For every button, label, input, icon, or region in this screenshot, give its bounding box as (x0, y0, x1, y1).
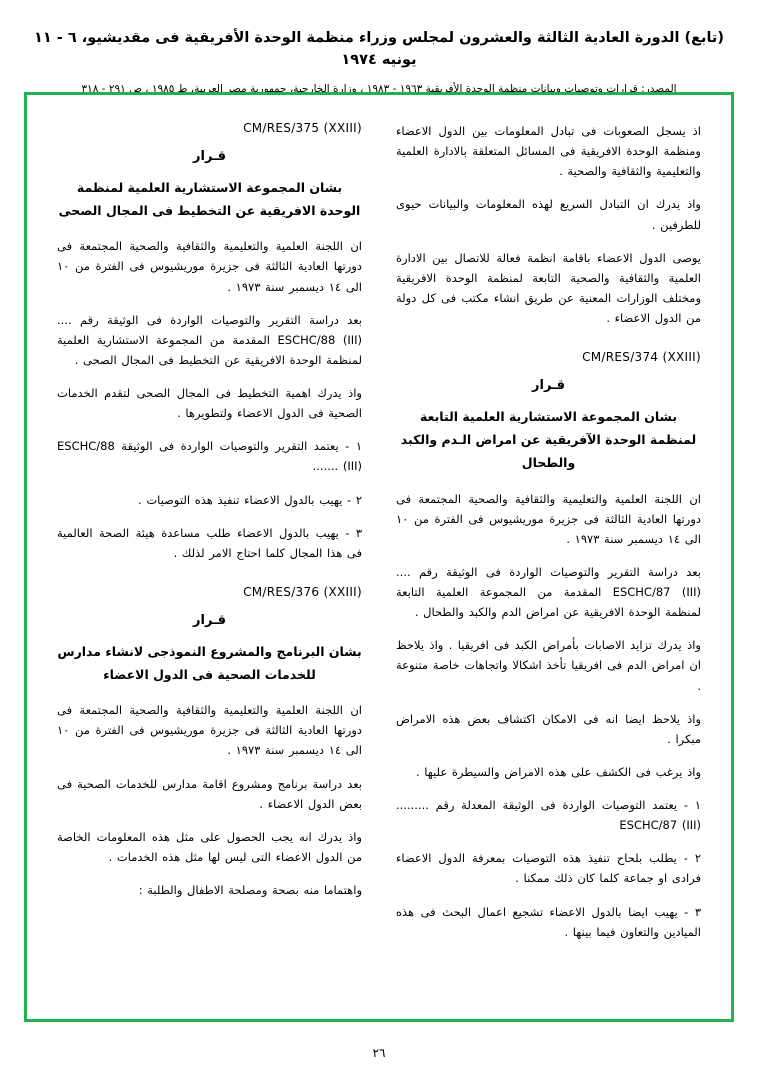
paragraph: واذ يدرك اهمية التخطيط فى المجال الصحى لتقدم الخدمات الصحية فى الدول الاعضاء ولتطويرها . (57, 386, 362, 421)
numbered-item: ٢ - يهيب بالدول الاعضاء تنفيذ هذه التوصيات . (138, 492, 362, 507)
paragraph: بعد دراسة التقرير والتوصيات الواردة فى الوثيقة رقم .... ESCHC/88 (III) المقدمة من المجموعة الاستشارية العلمية لمنظمة الوحدة الافريقية عن التخطيط فى المجال الصحى . (57, 312, 362, 367)
source-line: المصدر: قرارات وتوصيات وبيانات منظمة الوحدة الأفريقية ١٩٦٣ - ١٩٨٣ ، وزارة الخارجية، جمهورية مصر العربية، ط ١٩٨٥ ، ص ٢٩١ - ٣١٨ (81, 82, 677, 95)
content-columns (27, 95, 731, 1019)
numbered-item: ٢ - يطلب بلحاح تنفيذ هذه التوصيات بمعرفة الدول الاعضاء فرادى او جماعة كلما كان ذلك ممكنا . (396, 851, 701, 886)
paragraph: واهتماما منه بصحة ومصلحة الاطفال والطلبة : (138, 883, 362, 897)
paragraph: ان اللجنة العلمية والتعليمية والثقافية والصحية المجتمعة فى دورتها العادية الثالثة فى جزيرة موريشيوس فى الفترة من ١٠ الى ١٤ ديسمبر سنة ١٩٧٣ . (396, 491, 701, 546)
column-left (57, 121, 362, 1001)
resolution-heading: بشان البرنامج والمشروع النموذجى لانشاء مدارس للخدمات الصحية فى الدول الاعضاء (57, 643, 362, 682)
page-header (0, 0, 758, 97)
page-number: ٢٦ (372, 1046, 386, 1060)
numbered-item: ٣ - يهيب ايضا بالدول الاعضاء تشجيع اعمال البحث فى هذه الميادين والتعاون فيما بينها . (396, 904, 701, 939)
numbered-item: ٣ - يهيب بالدول الاعضاء طلب مساعدة هيئة الصحة العالمية فى هذا المجال كلما احتاج الامر لذلك . (57, 525, 362, 560)
decision-word: قـرار (193, 149, 226, 164)
paragraph: بعد دراسة برنامج ومشروع اقامة مدارس للخدمات الصحية فى بعض الدول الاعضاء . (57, 776, 362, 811)
paragraph: واذ يلاحظ ايضا انه فى الامكان اكتشاف بعض هذه الامراض مبكرا . (396, 711, 701, 746)
paragraph: واذ يدرك انه يجب الحصول على مثل هذه المعلومات الخاصة من الدول الاعضاء التى ليس لها مثل هذه الخدمات . (57, 829, 362, 864)
paragraph: اذ يسجل الصعوبات فى تبادل المعلومات بين الدول الاعضاء ومنظمة الوحدة الافريقية فى المسائل المتعلقة بالادارة العلمية والتعليمية والثقافية والصحية . (396, 124, 701, 179)
resolution-code: CM/RES/375 (XXIII) (243, 121, 362, 135)
resolution-heading: بشان المجموعة الاستشارية العلمية التابعة لمنظمة الوحدة الآفريقية عن امراض الـدم والكبد والطحال (400, 409, 697, 471)
resolution-heading: بشان المجموعة الاستشارية العلمية لمنظمة الوحدة الافريقية عن التخطيط فى المجال الصحى (58, 180, 361, 219)
resolution-code: CM/RES/374 (XXIII) (582, 350, 701, 365)
paragraph: واذ يرغب فى الكشف على هذه الامراض والسيطرة عليها . (415, 764, 701, 779)
paragraph: ان اللجنة العلمية والتعليمية والثقافية والصحية المجتمعة فى دورتها العادية الثالثة فى جزيرة موريشيوس فى الفترة من ١٠ الى ١٤ ديسمبر سنة ١٩٧٣ . (57, 239, 362, 294)
paragraph: بعد دراسة التقرير والتوصيات الواردة فى الوثيقة رقم .... ESCHC/87 (III) المقدمة من المجموعة العلمية التابعة لمنظمة الوحدة الافريقية عن امراض الدم والكبد والطحال . (396, 564, 702, 620)
column-right (396, 121, 701, 1001)
paragraph: واذ يدرك تزايد الاصابات بأمراض الكبد فى افريقيا . واذ يلاحظ ان امراض الدم فى افريقيا تأخذ اشكالا واتجاهات خاصة متنوعة . (396, 638, 701, 693)
paragraph: واذ يدرك ان التبادل السريع لهذه المعلومات والبيانات حيوى للطرفين . (396, 197, 701, 232)
content-frame (24, 92, 734, 1022)
decision-word: قـرار (193, 612, 226, 628)
resolution-code: CM/RES/376 (XXIII) (243, 584, 362, 599)
numbered-item: ١ - يعتمد التوصيات الواردة فى الوثيقة المعدلة رقم ......... ESCHC/87 (III) (396, 798, 701, 833)
paragraph: يوصى الدول الاعضاء باقامة انظمة فعالة للاتصال بين الادارة العلمية والثقافية والصحية التابعة لمنظمة الوحدة الافريقية ومختلف الوزارات المعنية عن طريق انشاء مكتب فى كل دولة من الدول الاعضاء . (396, 250, 701, 325)
numbered-item: ١ - يعتمد التقرير والتوصيات الواردة فى الوثيقة ESCHC/88 (III) ....... (57, 439, 362, 474)
page-title: (تابع) الدورة العادية الثالثة والعشرون لمجلس وزراء منظمة الوحدة الأفريقية فى مقديشيو، ٦ - ١١ يونيه ١٩٧٤ (34, 30, 724, 68)
decision-word: قـرار (532, 378, 565, 394)
paragraph: ان اللجنة العلمية والتعليمية والثقافية والصحية المجتمعة فى دورتها العادية الثالثة فى جزيرة موريشيوس فى الفترة من ١٠ الى ١٤ ديسمبر سنة ١٩٧٣ . (57, 703, 362, 758)
